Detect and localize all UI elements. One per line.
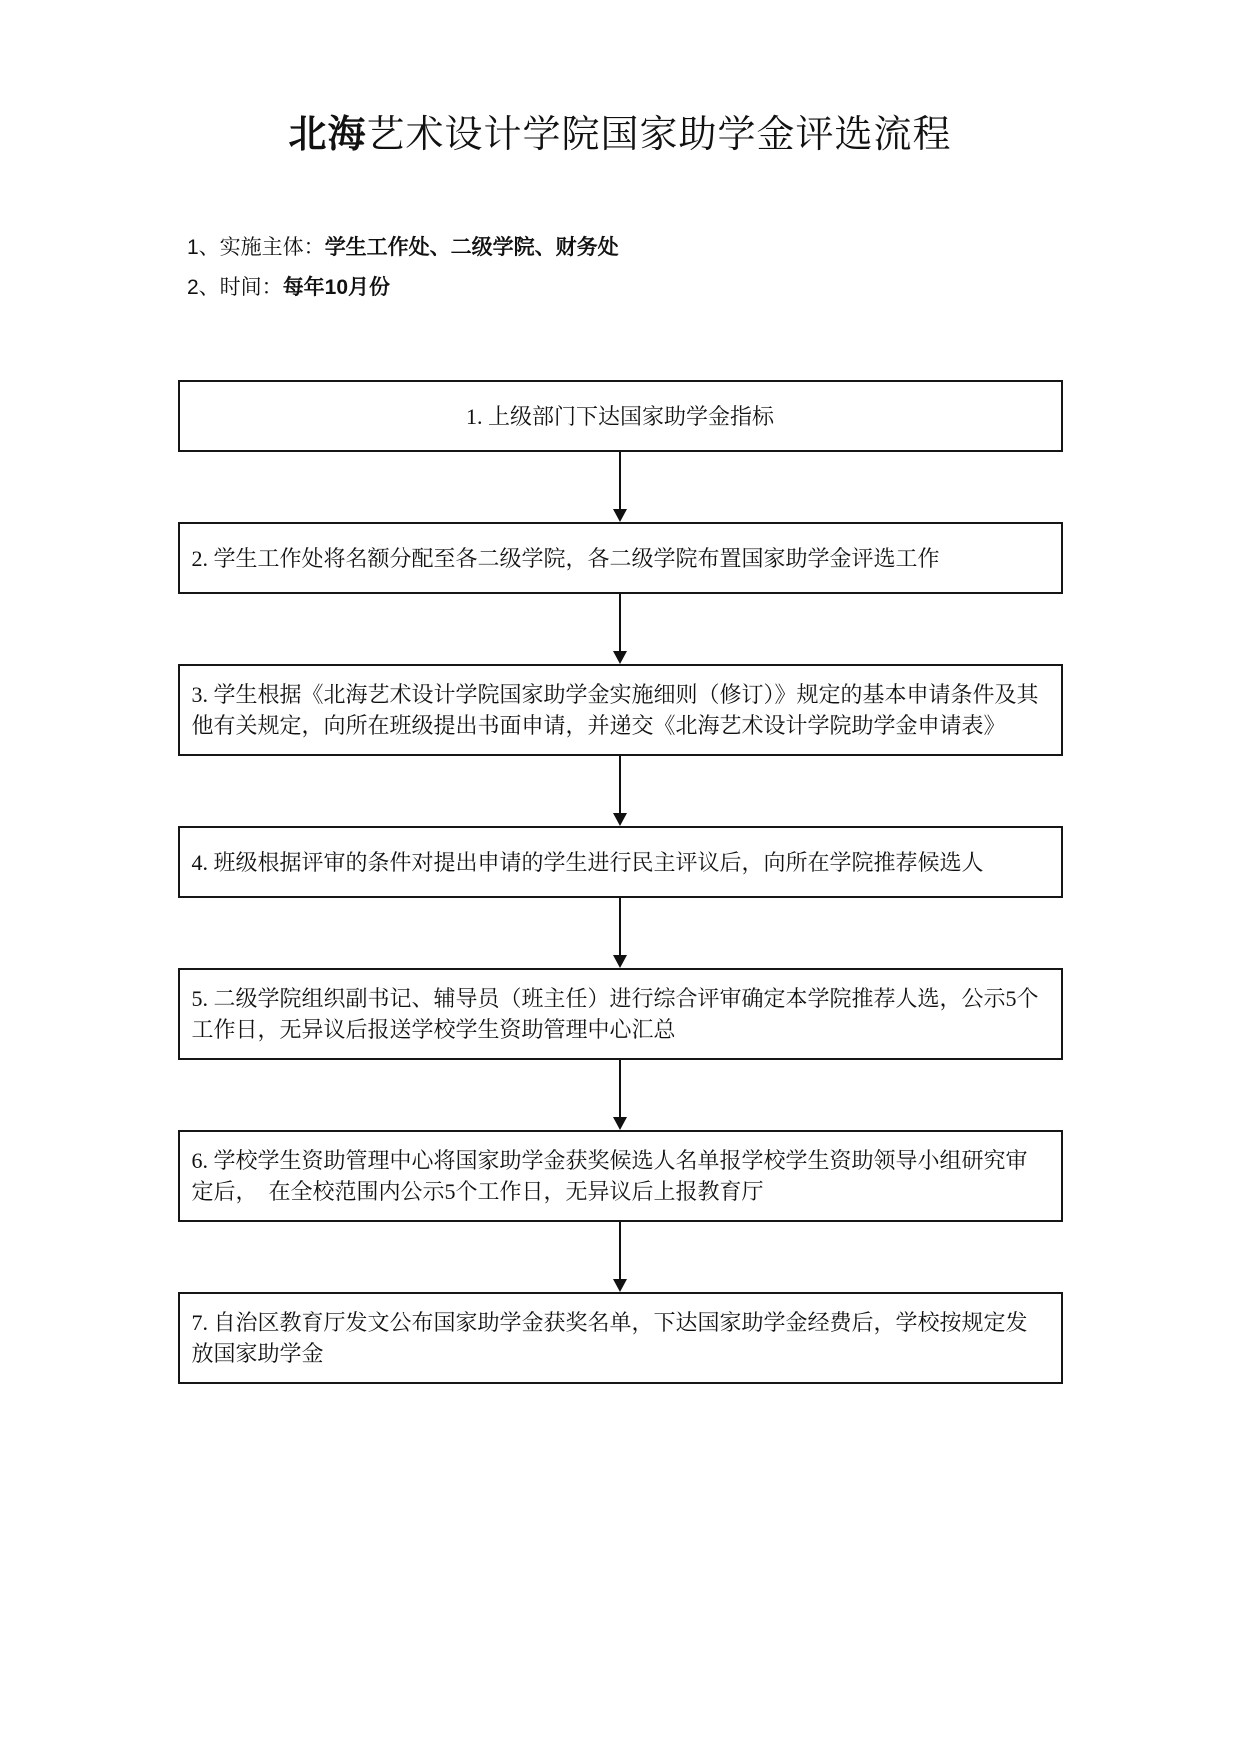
flow-step-box: [178, 380, 1063, 452]
meta-item-value: 学生工作处、二级学院、财务处: [324, 236, 619, 259]
arrow-line: [619, 756, 621, 814]
arrow-line: [619, 898, 621, 956]
flow-step-text: 7. 自治区教育厅发文公布国家助学金获奖名单，下达国家助学金经费后，学校按规定发放国家助学金: [191, 1310, 1028, 1366]
arrow-line: [619, 1060, 621, 1118]
arrow-down-icon: [613, 813, 627, 826]
meta-item-label: 2、时间：: [187, 276, 283, 299]
flow-arrow: [613, 1222, 627, 1292]
meta-item-value: 每年10月份: [282, 276, 391, 299]
flow-arrow: [613, 756, 627, 826]
flow-step-box: [178, 1130, 1063, 1222]
title-emphasis: 北海: [288, 114, 367, 156]
meta-item: [187, 268, 1240, 308]
meta-list: [187, 228, 1240, 308]
arrow-down-icon: [613, 651, 627, 664]
flow-step-box: [178, 522, 1063, 594]
flow-step-text: 5. 二级学院组织副书记、辅导员（班主任）进行综合评审确定本学院推荐人选，公示5个工作日，无异议后报送学校学生资助管理中心汇总: [191, 986, 1039, 1042]
flowchart: [178, 380, 1063, 1384]
flow-step-box: [178, 664, 1063, 756]
flow-step-text: 3. 学生根据《北海艺术设计学院国家助学金实施细则（修订）》规定的基本申请条件及其他有关规定，向所在班级提出书面申请，并递交《北海艺术设计学院助学金申请表》: [191, 682, 1039, 738]
flow-step-box: [178, 1292, 1063, 1384]
arrow-line: [619, 594, 621, 652]
flow-arrow: [613, 898, 627, 968]
title-rest: 艺术设计学院国家助学金评选流程: [366, 114, 952, 156]
flow-step-text: 6. 学校学生资助管理中心将国家助学金获奖候选人名单报学校学生资助领导小组研究审定后， 在全校范围内公示5个工作日，无异议后上报教育厅: [191, 1148, 1028, 1204]
arrow-down-icon: [613, 509, 627, 522]
arrow-line: [619, 452, 621, 510]
flow-step-text: 4. 班级根据评审的条件对提出申请的学生进行民主评议后，向所在学院推荐候选人: [191, 849, 984, 875]
flow-arrow: [613, 1060, 627, 1130]
meta-item: [187, 228, 1240, 268]
page-title: [0, 0, 1240, 158]
arrow-down-icon: [613, 955, 627, 968]
flow-arrow: [613, 594, 627, 664]
flow-step-text: 2. 学生工作处将名额分配至各二级学院，各二级学院布置国家助学金评选工作: [191, 545, 940, 571]
arrow-down-icon: [613, 1279, 627, 1292]
arrow-line: [619, 1222, 621, 1280]
meta-item-label: 1、实施主体：: [187, 236, 325, 259]
arrow-down-icon: [613, 1117, 627, 1130]
flow-arrow: [613, 452, 627, 522]
flow-step-text: 1. 上级部门下达国家助学金指标: [465, 403, 774, 429]
flow-step-box: [178, 826, 1063, 898]
flow-step-box: [178, 968, 1063, 1060]
